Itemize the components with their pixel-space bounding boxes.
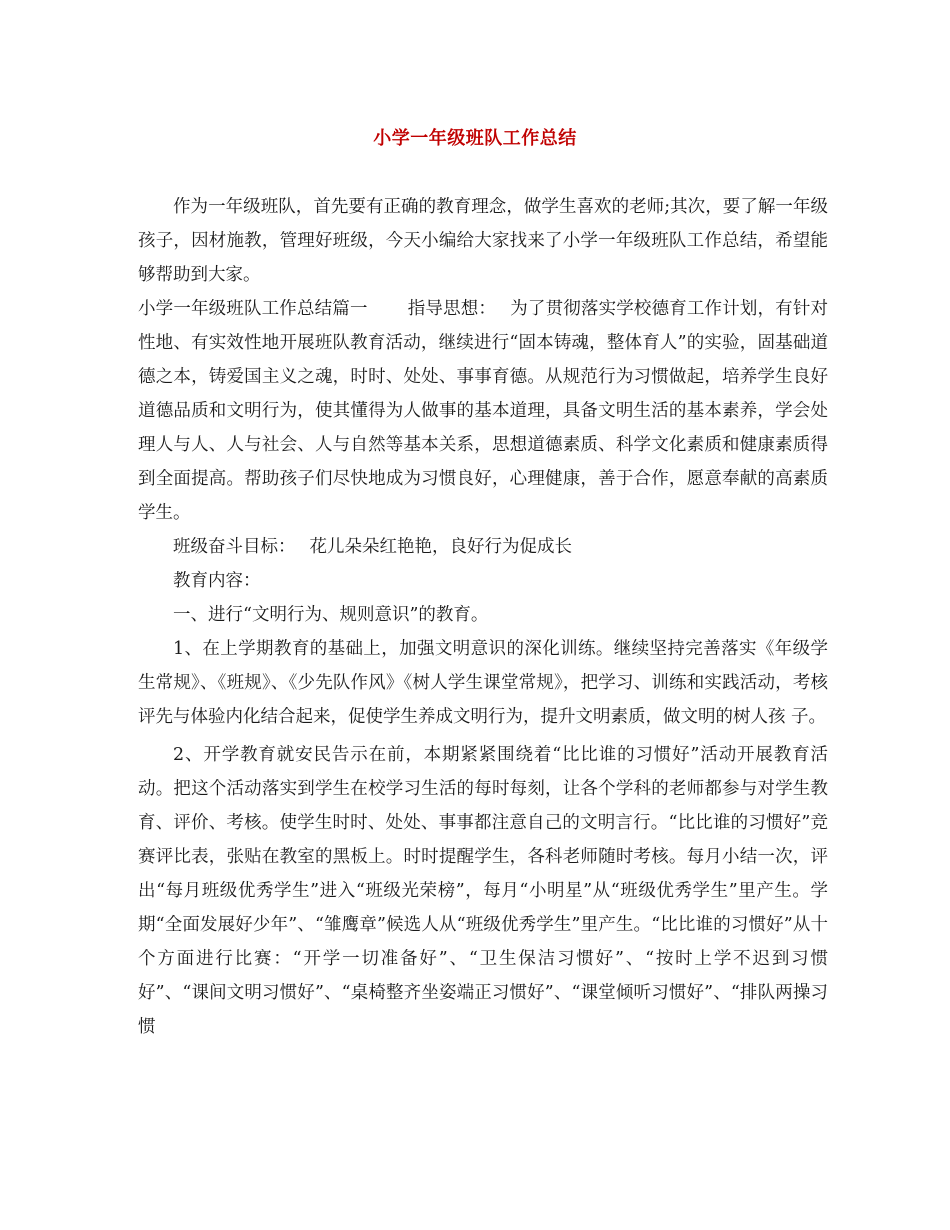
document-title: 小学一年级班队工作总结 [373, 128, 577, 149]
item-1-1-paragraph: 1、在上学期教育的基础上，加强文明意识的深化训练。继续坚持完善落实《年级学生常规》、《班规》、《少先队作风》《树人学生课堂常规》，把学习、训练和实践活动，考核评先与体验内化结合起来，促使学生养成文明行为，提升文明素质，做文明的树人孩 子。 [138, 639, 828, 727]
goal-label: 班级奋斗目标： [173, 537, 296, 557]
guiding-paragraph [138, 292, 828, 530]
item-1-2-paragraph: 2、开学教育就安民告示在前，本期紧紧围绕着“比比谁的习惯好”活动开展教育活动。把这个活动落实到学生在校学习生活的每时每刻，让各个学科的老师都参与对学生教育、评价、考核。使学生时时、处处、事事都注意自己的文明言行。“比比谁的习惯好”竞赛评比表，张贴在教室的黑板上。时时提醒学生，各科老师随时考核。每月小结一次，评出“每月班级优秀学生”进入“班级光荣榜”，每月“小明星”从“班级优秀学生”里产生。学期“全面发展好少年”、“雏鹰章”候选人从“班级优秀学生”里产生。“比比谁的习惯好”从十个方面进行比赛：“开学一切准备好”、“卫生保洁习惯好”、“按时上学不迟到习惯好”、“课间文明习惯好”、“桌椅整齐坐姿端正习惯好”、“课堂倾听习惯好”、“排队两操习惯 [138, 745, 828, 1037]
intro-paragraph: 作为一年级班队，首先要有正确的教育理念，做学生喜欢的老师;其次，要了解一年级孩子，因材施教，管理好班级，今天小编给大家找来了小学一年级班队工作总结，希望能够帮助到大家。 [138, 197, 828, 285]
content-label: 教育内容： [173, 571, 261, 591]
goal-text: 花儿朵朵红艳艳，良好行为促成长 [309, 537, 572, 557]
guiding-label: 指导思想： [407, 299, 497, 319]
guiding-text: 为了贯彻落实学校德育工作计划，有针对性地、有实效性地开展班队教育活动，继续进行“固本铸魂，整体育人”的实验，固基础道德之本，铸爱国主义之魂，时时、处处、事事育德。从规范行为习惯做起，培养学生良好道德品质和文明行为，使其懂得为人做事的基本道理，具备文明生活的基本素养，学会处理人与人、人与社会、人与自然等基本关系，思想道德素质、科学文化素质和健康素质得到全面提高。帮助孩子们尽快地成为习惯良好，心理健康，善于合作，愿意奉献的高素质学生。 [138, 299, 829, 523]
item-1-heading: 一、进行“文明行为、规则意识”的教育。 [173, 605, 489, 625]
goal-paragraph [138, 530, 828, 564]
section-heading: 小学一年级班队工作总结篇一 [138, 299, 368, 319]
document-body [138, 190, 828, 1044]
